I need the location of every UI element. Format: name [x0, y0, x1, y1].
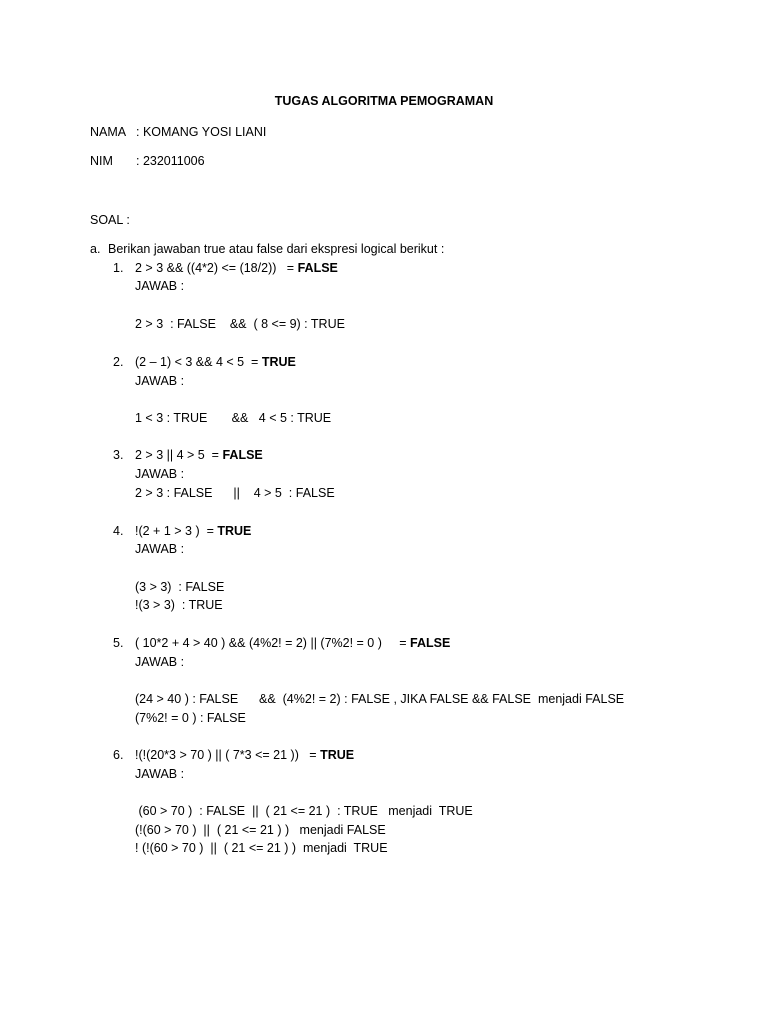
item-number: 4. [113, 524, 124, 538]
expression-result: FALSE [297, 261, 338, 275]
item-expression [135, 260, 338, 276]
item-expression [135, 447, 263, 463]
jawab-label: JAWAB : [135, 767, 185, 781]
nim-label: NIM [90, 154, 113, 168]
expression-text: !(!(20*3 > 70 ) || ( 7*3 <= 21 )) = [135, 748, 321, 762]
item-number: 1. [113, 261, 124, 275]
answer-line: (60 > 70 ) : FALSE || ( 21 <= 21 ) : TRUE menjadi TRUE [135, 804, 473, 818]
item-number: 3. [113, 448, 124, 462]
item-expression [135, 354, 296, 370]
expression-text: 2 > 3 && ((4*2) <= (18/2)) = [135, 261, 298, 275]
expression-result: TRUE [217, 524, 252, 538]
jawab-label: JAWAB : [135, 655, 185, 669]
expression-result: FALSE [222, 448, 263, 462]
section-a-marker: a. [90, 242, 101, 256]
jawab-label: JAWAB : [135, 542, 185, 556]
answer-line: (24 > 40 ) : FALSE && (4%2! = 2) : FALSE , JIKA FALSE && FALSE menjadi FALSE [135, 692, 625, 706]
expression-text: !(2 + 1 > 3 ) = [135, 524, 218, 538]
nim-value: : 232011006 [136, 154, 205, 168]
item-expression [135, 523, 251, 539]
section-a-instruction: Berikan jawaban true atau false dari ekspresi logical berikut : [108, 242, 445, 256]
jawab-label: JAWAB : [135, 467, 185, 481]
nama-label: NAMA [90, 125, 127, 139]
answer-line: 1 < 3 : TRUE && 4 < 5 : TRUE [135, 411, 332, 425]
nama-value: : KOMANG YOSI LIANI [136, 125, 267, 139]
answer-line: ! (!(60 > 70 ) || ( 21 <= 21 ) ) menjadi TRUE [135, 841, 388, 855]
expression-text: ( 10*2 + 4 > 40 ) && (4%2! = 2) || (7%2! = 0 ) = [135, 636, 411, 650]
answer-line: (3 > 3) : FALSE [135, 580, 225, 594]
answer-line: (7%2! = 0 ) : FALSE [135, 711, 246, 725]
expression-text: (2 – 1) < 3 && 4 < 5 = [135, 355, 262, 369]
document-title: TUGAS ALGORITMA PEMOGRAMAN [274, 94, 494, 108]
expression-result: FALSE [410, 636, 451, 650]
answer-line: (!(60 > 70 ) || ( 21 <= 21 ) ) menjadi FALSE [135, 823, 386, 837]
item-number: 5. [113, 636, 124, 650]
item-expression [135, 635, 450, 651]
item-number: 2. [113, 355, 124, 369]
answer-line: !(3 > 3) : TRUE [135, 598, 223, 612]
answer-line: 2 > 3 : FALSE || 4 > 5 : FALSE [135, 486, 335, 500]
item-number: 6. [113, 748, 124, 762]
item-expression [135, 747, 354, 763]
expression-result: TRUE [261, 355, 296, 369]
expression-text: 2 > 3 || 4 > 5 = [135, 448, 223, 462]
jawab-label: JAWAB : [135, 374, 185, 388]
answer-line: 2 > 3 : FALSE && ( 8 <= 9) : TRUE [135, 317, 345, 331]
jawab-label: JAWAB : [135, 279, 185, 293]
soal-label: SOAL : [90, 213, 130, 227]
expression-result: TRUE [320, 748, 355, 762]
